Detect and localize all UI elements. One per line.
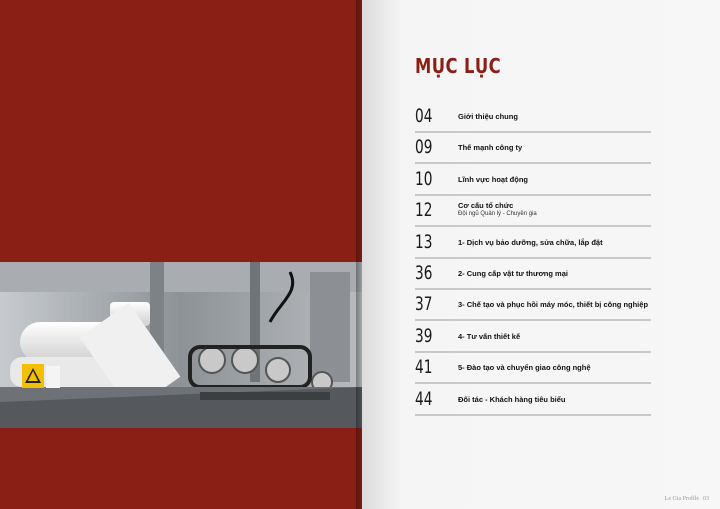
- toc-entry[interactable]: [415, 324, 651, 353]
- toc-entry-label: 4- Tư vấn thiết kế: [458, 331, 521, 341]
- toc-entry[interactable]: [415, 230, 651, 259]
- toc-page-number: 12: [415, 199, 433, 222]
- toc-page-number: 13: [415, 230, 433, 253]
- footer-brand: Le Gia Profile: [664, 496, 699, 502]
- table-of-contents: [415, 104, 651, 418]
- toc-entry[interactable]: [415, 167, 651, 196]
- toc-entry[interactable]: [415, 355, 651, 384]
- toc-page-number: 39: [415, 324, 433, 347]
- footer-page-number: 03: [703, 496, 709, 502]
- machine-photo: [0, 262, 362, 428]
- toc-entry-label: 1- Dịch vụ bảo dưỡng, sửa chữa, lắp đặt: [458, 237, 603, 247]
- toc-page-number: 10: [415, 167, 433, 190]
- toc-page-number: 41: [415, 356, 433, 379]
- toc-entry-label: 3- Chế tạo và phục hồi máy móc, thiết bị công nghiệp: [458, 300, 649, 310]
- toc-entry-label: Lĩnh vực hoạt động: [458, 174, 529, 184]
- toc-entry[interactable]: [415, 292, 651, 321]
- toc-entry-label: Cơ cấu tổ chức: [458, 201, 514, 211]
- toc-entry[interactable]: [415, 104, 651, 133]
- page-footer: [661, 496, 709, 502]
- toc-entry[interactable]: [415, 261, 651, 290]
- toc-title: MỤC LỤC: [415, 54, 502, 78]
- toc-entry[interactable]: [415, 387, 651, 416]
- toc-page-number: 09: [415, 136, 433, 159]
- toc-entry-label: Đối tác - Khách hàng tiêu biểu: [458, 394, 566, 404]
- toc-entry-label: Giới thiệu chung: [458, 112, 518, 121]
- toc-entry-label: 2- Cung cấp vật tư thương mại: [458, 268, 568, 278]
- toc-entry[interactable]: [415, 135, 651, 164]
- toc-page-number: 44: [415, 387, 433, 410]
- toc-page-number: 37: [415, 293, 433, 316]
- toc-entry-label: Thế mạnh công ty: [458, 143, 523, 153]
- toc-page-number: 36: [415, 261, 433, 284]
- toc-entry-label: 5- Đào tạo và chuyển giao công nghệ: [458, 363, 591, 373]
- toc-page-number: 04: [415, 105, 433, 127]
- toc-entry[interactable]: [415, 198, 651, 227]
- machine-illustration: [0, 262, 362, 428]
- toc-entry-sublabel: Đội ngũ Quản lý - Chuyên gia: [458, 211, 537, 218]
